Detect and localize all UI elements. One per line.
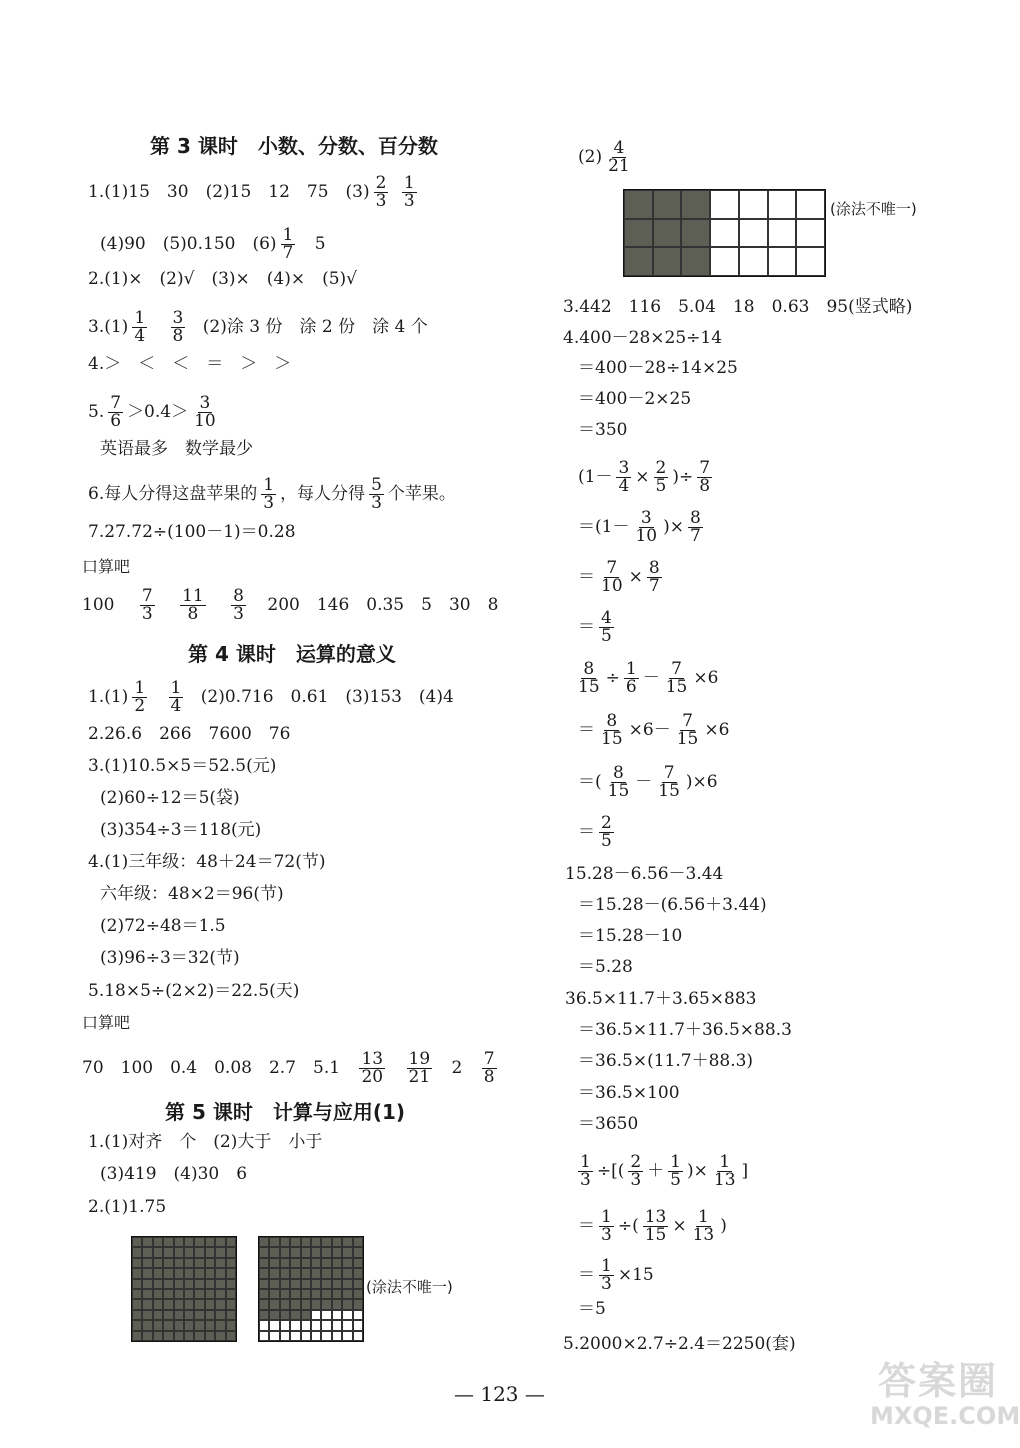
grid-cell [226, 1299, 236, 1309]
grid-cell [280, 1331, 290, 1341]
grid-cell [342, 1247, 352, 1257]
grid-cell [796, 247, 825, 276]
grid-cell [142, 1310, 152, 1320]
calc5-line3: ＝36.5×(11.7＋88.3) [578, 1051, 754, 1071]
grid-cell [269, 1258, 279, 1268]
l4-item-4c: (2)72÷48＝1.5 [100, 916, 226, 936]
grid-note-right: (涂法不唯一) [830, 200, 917, 218]
grid-cell [184, 1258, 194, 1268]
grid-cell [184, 1331, 194, 1341]
grid-cell [332, 1310, 342, 1320]
grid-cell [342, 1299, 352, 1309]
grid-cell [290, 1247, 300, 1257]
grid-cell [215, 1299, 225, 1309]
grid-cell [301, 1320, 311, 1330]
grid-cell [142, 1320, 152, 1330]
grid-cell [681, 247, 710, 276]
grid-cell [269, 1320, 279, 1330]
grid-cell [269, 1237, 279, 1247]
grid-cell [332, 1299, 342, 1309]
l3-item-2: 2.(1)× (2)√ (3)× (4)× (5)√ [88, 269, 358, 289]
grid-cell [205, 1331, 215, 1341]
grid-cell [163, 1289, 173, 1299]
grid-cell [311, 1237, 321, 1247]
grid-cell [710, 219, 739, 248]
grid-cell [269, 1268, 279, 1278]
grid-cell [290, 1237, 300, 1247]
grid-cell [342, 1237, 352, 1247]
grid-cell [163, 1310, 173, 1320]
grid-cell [226, 1331, 236, 1341]
grid-cell [342, 1279, 352, 1289]
grid-cell [142, 1268, 152, 1278]
grid-cell [215, 1310, 225, 1320]
grid-cell [290, 1289, 300, 1299]
l3-item-6: 6.每人分得这盘苹果的 $\frac{1}{3}$ ，每人分得 $\frac{5}{3}$ 个苹果。 [88, 475, 456, 513]
l3-item-5: 5. $\frac{7}{6}$ ＞0.4＞ $\frac{3}{10}$ [88, 393, 216, 431]
grid-cell [153, 1268, 163, 1278]
grid-cell [332, 1237, 342, 1247]
grid-cell [269, 1279, 279, 1289]
calc3-line3: ＝( $\frac{8}{15}$ － $\frac{7}{15}$ )×6 [578, 763, 718, 801]
grid-cell [205, 1237, 215, 1247]
grid-cell [163, 1268, 173, 1278]
calc1-line1: 4.400－28×25÷14 [563, 328, 723, 348]
l3-item-1: 1.(1)15 30 (2)15 12 75 (3) $\frac{2}{3}$ $\frac{1}{3}$ [88, 173, 415, 211]
grid-cell [163, 1320, 173, 1330]
r-item-2-2: (2) $\frac{4}{21}$ [578, 138, 630, 176]
l5-item-1a: 1.(1)对齐 个 (2)大于 小于 [88, 1132, 323, 1152]
grid-cell [142, 1237, 152, 1247]
grid-cell [142, 1247, 152, 1257]
grid-cell [226, 1237, 236, 1247]
grid-cell [301, 1258, 311, 1268]
grid-cell [311, 1320, 321, 1330]
grid-cell [205, 1310, 215, 1320]
grid-cell [768, 247, 797, 276]
calc4-line2: ＝15.28－(6.56＋3.44) [578, 895, 767, 915]
grid-cell [163, 1237, 173, 1247]
grid-cell [353, 1310, 363, 1320]
grid-cell [259, 1237, 269, 1247]
grid-cell [163, 1247, 173, 1257]
mental-math-row-2: 70 100 0.4 0.08 2.7 5.1 $\frac{13}{20}$ $\frac{19}{21}$ 2 $\frac{7}{8}$ [82, 1049, 495, 1087]
grid-cell [205, 1258, 215, 1268]
grid-cell [353, 1320, 363, 1330]
grid-cell [184, 1289, 194, 1299]
calc3-line2: ＝ $\frac{8}{15}$ ×6－ $\frac{7}{15}$ ×6 [578, 711, 730, 749]
grid-cell [194, 1258, 204, 1268]
grid-cell [321, 1289, 331, 1299]
grid-cell [710, 247, 739, 276]
r-item-5: 5.2000×2.7÷2.4＝2250(套) [563, 1334, 796, 1354]
fraction-grid [623, 189, 826, 277]
l4-item-3c: (3)354÷3＝118(元) [100, 820, 262, 840]
calc2-line2: ＝(1－ $\frac{3}{10}$ )× $\frac{8}{7}$ [578, 508, 701, 546]
heading-lesson-5: 第 5 课时 计算与应用(1) [165, 1100, 406, 1124]
grid-cell [163, 1299, 173, 1309]
grid-cell [226, 1289, 236, 1299]
grid-cell [353, 1237, 363, 1247]
grid-cell [710, 190, 739, 219]
grid-cell [215, 1320, 225, 1330]
l5-item-2: 2.(1)1.75 [88, 1197, 167, 1217]
grid-cell [153, 1299, 163, 1309]
calc6-line3: ＝ $\frac{1}{3}$ ×15 [578, 1256, 654, 1294]
grid-cell [259, 1310, 269, 1320]
grid-cell [259, 1247, 269, 1257]
grid-cell [342, 1331, 352, 1341]
grid-cell [132, 1310, 142, 1320]
grid-cell [174, 1237, 184, 1247]
grid-cell [269, 1310, 279, 1320]
grid-cell [226, 1247, 236, 1257]
grid-cell [153, 1289, 163, 1299]
heading-lesson-3: 第 3 课时 小数、分数、百分数 [150, 134, 438, 158]
grid-cell [259, 1320, 269, 1330]
grid-cell [280, 1310, 290, 1320]
grid-cell [653, 219, 682, 248]
l4-item-5: 5.18×5÷(2×2)＝22.5(天) [88, 981, 300, 1001]
grid-cell [311, 1299, 321, 1309]
grid-cell [280, 1299, 290, 1309]
grid-cell [269, 1331, 279, 1341]
l4-item-1: 1.(1) $\frac{1}{2}$ $\frac{1}{4}$ (2)0.716 0.61 (3)153 (4)4 [88, 678, 454, 716]
grid-cell [290, 1331, 300, 1341]
grid-cell [739, 190, 768, 219]
grid-cell [215, 1258, 225, 1268]
grid-cell [342, 1258, 352, 1268]
grid-cell [269, 1289, 279, 1299]
grid-cell [301, 1331, 311, 1341]
grid-cell [174, 1279, 184, 1289]
grid-cell [311, 1310, 321, 1320]
grid-cell [153, 1310, 163, 1320]
grid-cell [290, 1268, 300, 1278]
grid-cell [290, 1258, 300, 1268]
grid-cell [194, 1331, 204, 1341]
calc6-line1: $\frac{1}{3}$ ÷[( $\frac{2}{3}$ ＋ $\frac{1}{5}$ )× $\frac{1}{13}$ ] [580, 1152, 749, 1190]
grid-cell [205, 1279, 215, 1289]
grid-cell [280, 1247, 290, 1257]
grid-cell [280, 1258, 290, 1268]
grid-cell [332, 1289, 342, 1299]
grid-cell [153, 1279, 163, 1289]
calc4-line4: ＝5.28 [578, 957, 633, 977]
grid-cell [174, 1258, 184, 1268]
watermark-logo: 答案圈 [878, 1359, 999, 1403]
grid-cell [215, 1331, 225, 1341]
grid-cell [301, 1289, 311, 1299]
grid-cell [215, 1237, 225, 1247]
grid-cell [301, 1310, 311, 1320]
grid-cell [215, 1289, 225, 1299]
mental-math-title-2: 口算吧 [82, 1013, 131, 1032]
grid-cell [132, 1268, 142, 1278]
calc2-line1: (1－ $\frac{3}{4}$ × $\frac{2}{5}$ )÷ $\frac{7}{8}$ [578, 458, 711, 496]
grid-cell [205, 1320, 215, 1330]
grid-cell [184, 1310, 194, 1320]
grid-cell [681, 219, 710, 248]
grid-cell [280, 1289, 290, 1299]
grid-cell [321, 1237, 331, 1247]
grid-cell [624, 247, 653, 276]
grid-cell [301, 1279, 311, 1289]
grid-cell [194, 1310, 204, 1320]
grid-cell [153, 1331, 163, 1341]
grid-cell [184, 1279, 194, 1289]
grid-cell [332, 1258, 342, 1268]
grid-cell [353, 1279, 363, 1289]
grid-cell [153, 1320, 163, 1330]
grid-cell [132, 1258, 142, 1268]
grid-cell [174, 1320, 184, 1330]
grid-cell [290, 1310, 300, 1320]
l4-item-3a: 3.(1)10.5×5＝52.5(元) [88, 756, 277, 776]
grid-cell [342, 1320, 352, 1330]
grid-cell [194, 1289, 204, 1299]
hundred-grid-partial [258, 1236, 364, 1342]
grid-cell [321, 1268, 331, 1278]
calc1-line2: ＝400－28÷14×25 [578, 358, 738, 378]
grid-cell [624, 190, 653, 219]
grid-cell [205, 1289, 215, 1299]
grid-cell [311, 1258, 321, 1268]
grid-cell [311, 1247, 321, 1257]
grid-cell [280, 1279, 290, 1289]
grid-cell [290, 1299, 300, 1309]
grid-cell [301, 1247, 311, 1257]
grid-cell [311, 1279, 321, 1289]
grid-cell [163, 1331, 173, 1341]
grid-cell [174, 1247, 184, 1257]
grid-cell [142, 1289, 152, 1299]
grid-cell [163, 1258, 173, 1268]
grid-cell [321, 1247, 331, 1257]
grid-cell [342, 1289, 352, 1299]
grid-cell [226, 1258, 236, 1268]
grid-cell [132, 1289, 142, 1299]
grid-cell [353, 1289, 363, 1299]
grid-cell [205, 1299, 215, 1309]
grid-cell [259, 1258, 269, 1268]
calc5-line5: ＝3650 [578, 1114, 639, 1134]
calc5-line1: 36.5×11.7＋3.65×883 [565, 989, 757, 1009]
grid-cell [269, 1247, 279, 1257]
l4-item-2: 2.26.6 266 7600 76 [88, 724, 291, 744]
l4-item-3b: (2)60÷12＝5(袋) [100, 788, 240, 808]
grid-cell [280, 1320, 290, 1330]
grid-cell [321, 1299, 331, 1309]
grid-cell [332, 1247, 342, 1257]
l3-item-1b: (4)90 (5)0.150 (6) $\frac{1}{7}$ 5 [100, 225, 326, 263]
grid-cell [132, 1320, 142, 1330]
mental-math-title-1: 口算吧 [82, 557, 131, 576]
grid-cell [681, 190, 710, 219]
grid-cell [332, 1320, 342, 1330]
grid-cell [132, 1331, 142, 1341]
calc2-line4: ＝ $\frac{4}{5}$ [578, 608, 612, 646]
grid-cell [259, 1299, 269, 1309]
grid-cell [353, 1258, 363, 1268]
grid-cell [205, 1268, 215, 1278]
grid-cell [321, 1320, 331, 1330]
grid-cell [353, 1268, 363, 1278]
grid-cell [768, 219, 797, 248]
grid-cell [174, 1299, 184, 1309]
grid-cell [321, 1279, 331, 1289]
hundred-grid-full [131, 1236, 237, 1342]
grid-cell [301, 1268, 311, 1278]
grid-cell [280, 1237, 290, 1247]
grid-cell [353, 1247, 363, 1257]
grid-cell [153, 1247, 163, 1257]
grid-cell [215, 1247, 225, 1257]
grid-cell [321, 1310, 331, 1320]
grid-cell [153, 1237, 163, 1247]
mental-math-row-1: 100 $\frac{7}{3}$ $\frac{11}{8}$ $\frac{8}{3}$ 200 146 0.35 5 30 8 [82, 586, 499, 624]
grid-cell [163, 1279, 173, 1289]
grid-cell [132, 1247, 142, 1257]
grid-cell [194, 1279, 204, 1289]
grid-cell [332, 1268, 342, 1278]
grid-cell [290, 1279, 300, 1289]
calc6-line4: ＝5 [578, 1299, 606, 1319]
grid-cell [194, 1299, 204, 1309]
r-item-3: 3.442 116 5.04 18 0.63 95(竖式略) [563, 297, 913, 317]
l4-item-4a: 4.(1)三年级：48＋24＝72(节) [88, 852, 326, 872]
grid-cell [142, 1299, 152, 1309]
grid-cell [226, 1279, 236, 1289]
grid-cell [280, 1268, 290, 1278]
grid-note-left: (涂法不唯一) [366, 1278, 453, 1296]
grid-cell [194, 1320, 204, 1330]
grid-cell [259, 1279, 269, 1289]
grid-cell [205, 1247, 215, 1257]
grid-cell [174, 1331, 184, 1341]
grid-cell [226, 1268, 236, 1278]
grid-cell [226, 1320, 236, 1330]
calc5-line2: ＝36.5×11.7＋36.5×88.3 [578, 1020, 792, 1040]
grid-cell [353, 1331, 363, 1341]
grid-cell [184, 1299, 194, 1309]
grid-cell [153, 1258, 163, 1268]
grid-cell [226, 1310, 236, 1320]
l3-item-4: 4.＞ ＜ ＜ ＝ ＞ ＞ [88, 354, 292, 374]
grid-cell [311, 1268, 321, 1278]
l3-item-7: 7.27.72÷(100－1)＝0.28 [88, 522, 296, 542]
heading-lesson-4: 第 4 课时 运算的意义 [188, 642, 396, 666]
grid-cell [259, 1331, 269, 1341]
grid-cell [342, 1310, 352, 1320]
grid-cell [132, 1299, 142, 1309]
calc3-line1: $\frac{8}{15}$ ÷ $\frac{1}{6}$ － $\frac{7}{15}$ ×6 [578, 659, 719, 697]
calc2-line3: ＝ $\frac{7}{10}$ × $\frac{8}{7}$ [578, 558, 660, 596]
grid-cell [624, 219, 653, 248]
page-number: — 123 — [454, 1382, 545, 1406]
l3-item-3: 3.(1) $\frac{1}{4}$ $\frac{3}{8}$ (2)涂 3 份 涂 2 份 涂 4 个 [88, 308, 428, 346]
grid-cell [301, 1237, 311, 1247]
calc4-line1: 15.28－6.56－3.44 [565, 864, 724, 884]
grid-cell [259, 1268, 269, 1278]
grid-cell [653, 190, 682, 219]
grid-cell [768, 190, 797, 219]
calc1-line4: ＝350 [578, 420, 628, 440]
grid-cell [353, 1299, 363, 1309]
grid-cell [132, 1237, 142, 1247]
grid-cell [174, 1268, 184, 1278]
watermark-url: MXQE.COM [870, 1402, 1020, 1430]
grid-cell [332, 1279, 342, 1289]
grid-cell [142, 1258, 152, 1268]
grid-cell [142, 1331, 152, 1341]
grid-cell [194, 1237, 204, 1247]
grid-cell [174, 1310, 184, 1320]
grid-cell [796, 190, 825, 219]
grid-cell [269, 1299, 279, 1309]
grid-cell [653, 247, 682, 276]
grid-cell [174, 1289, 184, 1299]
grid-cell [290, 1320, 300, 1330]
grid-cell [739, 247, 768, 276]
grid-cell [184, 1237, 194, 1247]
l4-item-4b: 六年级：48×2＝96(节) [100, 884, 284, 904]
l4-item-4d: (3)96÷3＝32(节) [100, 948, 240, 968]
grid-cell [184, 1247, 194, 1257]
grid-cell [259, 1289, 269, 1299]
grid-cell [301, 1299, 311, 1309]
grid-cell [311, 1289, 321, 1299]
grid-cell [321, 1258, 331, 1268]
grid-cell [215, 1268, 225, 1278]
grid-cell [132, 1279, 142, 1289]
calc6-line2: ＝ $\frac{1}{3}$ ÷( $\frac{13}{15}$ × $\frac{1}{13}$ ) [578, 1207, 727, 1245]
grid-cell [184, 1268, 194, 1278]
grid-cell [142, 1279, 152, 1289]
grid-cell [739, 219, 768, 248]
calc3-line4: ＝ $\frac{2}{5}$ [578, 813, 612, 851]
l5-item-1b: (3)419 (4)30 6 [100, 1164, 248, 1184]
grid-cell [311, 1331, 321, 1341]
grid-cell [342, 1268, 352, 1278]
grid-cell [321, 1331, 331, 1341]
calc5-line4: ＝36.5×100 [578, 1083, 680, 1103]
grid-cell [332, 1331, 342, 1341]
grid-cell [184, 1320, 194, 1330]
grid-cell [194, 1268, 204, 1278]
calc4-line3: ＝15.28－10 [578, 926, 683, 946]
grid-cell [796, 219, 825, 248]
l3-item-5b: 英语最多 数学最少 [100, 439, 253, 459]
calc1-line3: ＝400－2×25 [578, 389, 692, 409]
grid-cell [194, 1247, 204, 1257]
grid-cell [215, 1279, 225, 1289]
